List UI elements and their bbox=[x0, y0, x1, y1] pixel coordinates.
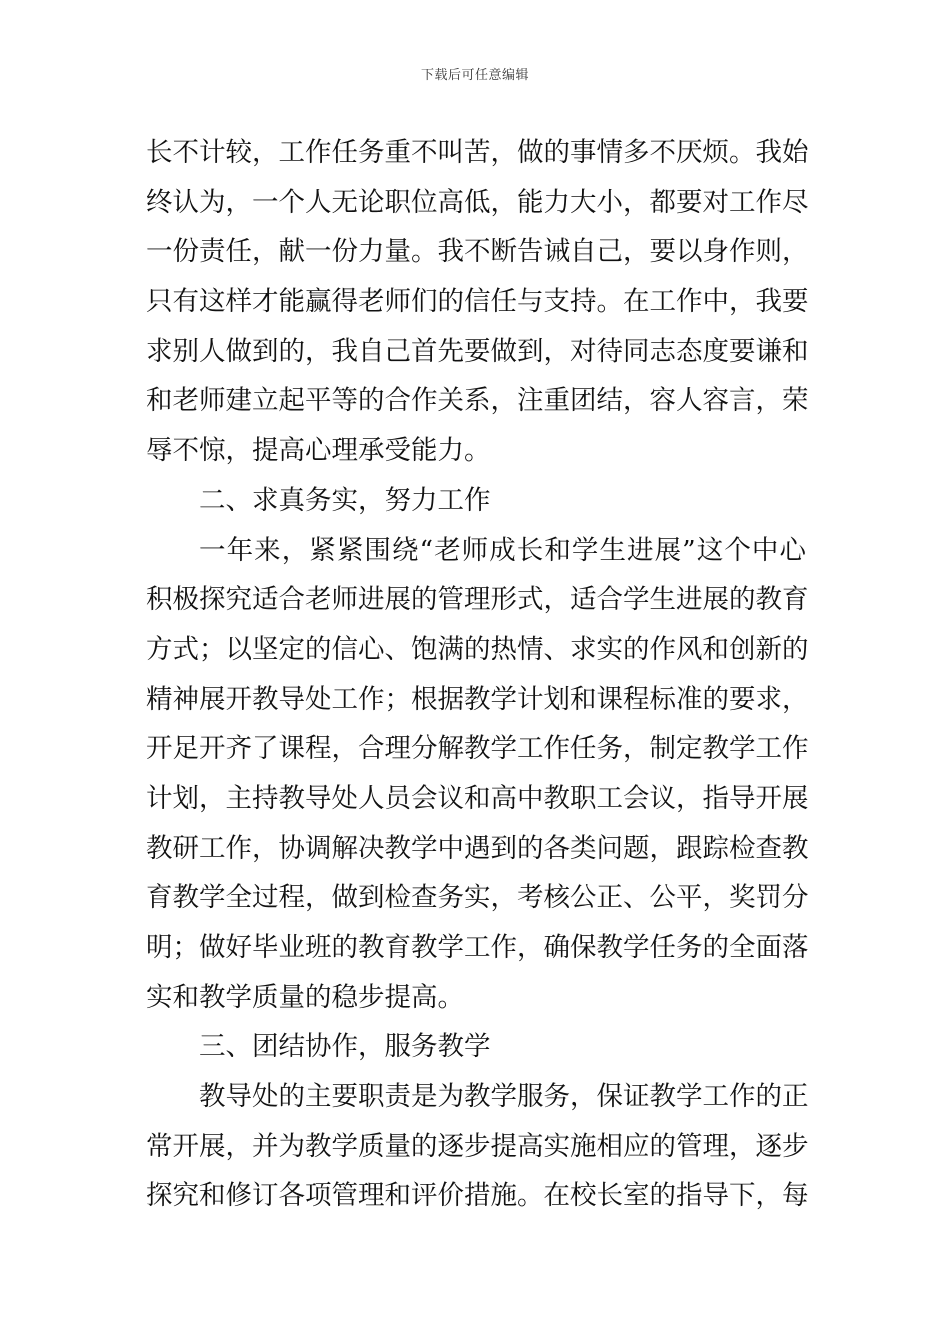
text-line: 一份责任，献一份力量。我不断告诫自己，要以身作则， bbox=[146, 236, 809, 268]
text-line: 终认为，一个人无论职位高低，能力大小，都要对工作尽 bbox=[146, 186, 809, 218]
section-heading: 二、求真务实，努力工作 bbox=[199, 484, 491, 516]
text-line: 常开展，并为教学质量的逐步提高实施相应的管理，逐步 bbox=[146, 1130, 809, 1162]
text-line: 积极探究适合老师进展的管理形式，适合学生进展的教育 bbox=[146, 584, 809, 616]
text-line: 明；做好毕业班的教育教学工作，确保教学任务的全面落 bbox=[146, 932, 809, 963]
text-line: 探究和修订各项管理和评价措施。在校长室的指导下，每 bbox=[146, 1180, 809, 1212]
page-header-note: 下载后可任意编辑 bbox=[420, 68, 529, 83]
text-line: 只有这样才能赢得老师们的信任与支持。在工作中，我要 bbox=[146, 286, 809, 318]
text-line: 精神展开教导处工作；根据教学计划和课程标准的要求， bbox=[146, 683, 809, 715]
text-line: 开足开齐了课程，合理分解教学工作任务，制定教学工作 bbox=[146, 733, 809, 765]
text-line: 和老师建立起平等的合作关系，注重团结，容人容言，荣 bbox=[146, 385, 809, 417]
text-line: 方式；以坚定的信心、饱满的热情、求实的作风和创新的 bbox=[146, 633, 809, 665]
text-line: 实和教学质量的稳步提高。 bbox=[146, 981, 464, 1013]
text-line: 教研工作，协调解决教学中遇到的各类问题，跟踪检查教 bbox=[146, 832, 809, 864]
text-line: 教导处的主要职责是为教学服务，保证教学工作的正 bbox=[199, 1081, 809, 1113]
text-line: 求别人做到的，我自己首先要做到，对待同志态度要谦和 bbox=[146, 335, 809, 367]
text-line: 计划，主持教导处人员会议和高中教职工会议，指导开展 bbox=[146, 782, 809, 814]
body-text bbox=[146, 128, 809, 1221]
text-line: 长不计较，工作任务重不叫苦，做的事情多不厌烦。我始 bbox=[146, 137, 809, 168]
section-heading: 三、团结协作，服务教学 bbox=[199, 1031, 491, 1063]
text-line: 一年来，紧紧围绕“老师成长和学生进展”这个中心 bbox=[199, 534, 806, 566]
text-line: 辱不惊，提高心理承受能力。 bbox=[146, 435, 491, 467]
text-line: 育教学全过程，做到检查务实，考核公正、公平，奖罚分 bbox=[146, 882, 809, 914]
